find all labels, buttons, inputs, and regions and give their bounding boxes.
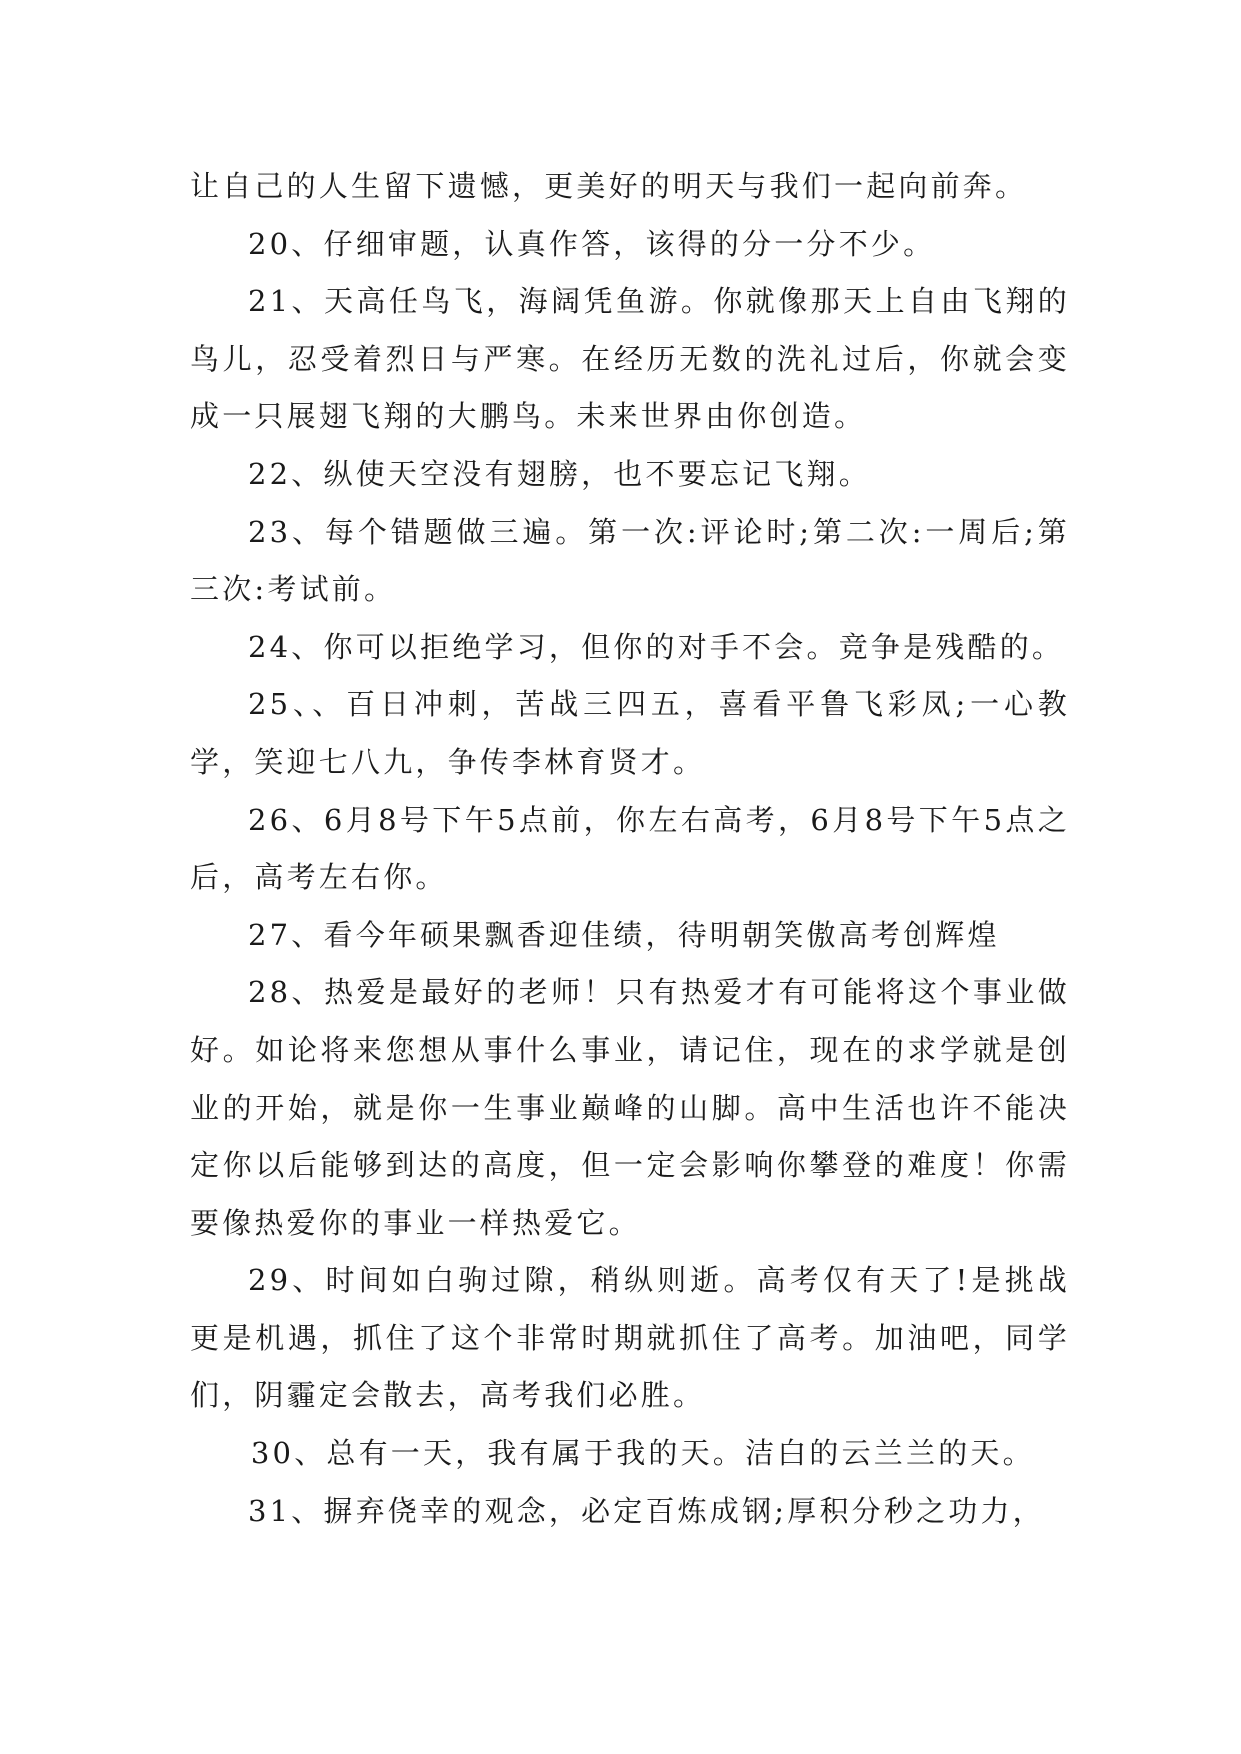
paragraph-21: 21、天高任鸟飞，海阔凭鱼游。你就像那天上自由飞翔的鸟儿，忍受着烈日与严寒。在经历无数的洗礼过后，你就会变成一只展翅飞翔的大鹏鸟。未来世界由你创造。 <box>190 284 1070 434</box>
paragraph-25: 25、、百日冲刺，苦战三四五，喜看平鲁飞彩凤;一心教学，笑迎七八九，争传李林育贤才。 <box>190 687 1070 779</box>
paragraph-23: 23、每个错题做三遍。第一次:评论时;第二次:一周后;第三次:考试前。 <box>190 514 1070 607</box>
paragraph-continuation: 让自己的人生留下遗憾，更美好的明天与我们一起向前奔。 <box>190 169 1028 203</box>
paragraph-29: 29、时间如白驹过隙，稍纵则逝。高考仅有天了!是挑战更是机遇，抓住了这个非常时期就抓住了高考。加油吧，同学们，阴霾定会散去，高考我们必胜。 <box>190 1263 1070 1413</box>
paragraph-22: 22、纵使天空没有翅膀，也不要忘记飞翔。 <box>248 456 871 491</box>
paragraph-27: 27、看今年硕果飘香迎佳绩，待明朝笑傲高考创辉煌 <box>248 917 1000 952</box>
document-body <box>190 158 1070 1540</box>
paragraph-24: 24、你可以拒绝学习，但你的对手不会。竞争是残酷的。 <box>248 629 1065 664</box>
paragraph-26: 26、6月8号下午5点前，你左右高考，6月8号下午5点之后，高考左右你。 <box>190 802 1070 895</box>
paragraph-31: 31、摒弃侥幸的观念，必定百炼成钢;厚积分秒之功力， <box>248 1493 1045 1528</box>
paragraph-28: 28、热爱是最好的老师！只有热爱才有可能将这个事业做好。如论将来您想从事什么事业，请记住，现在的求学就是创业的开始，就是你一生事业巅峰的山脚。高中生活也许不能决定你以后能够到达的高度，但一定会影响你攀登的难度！你需要像热爱你的事业一样热爱它。 <box>190 975 1070 1240</box>
paragraph-20: 20、仔细审题，认真作答，该得的分一分不少。 <box>248 226 936 261</box>
paragraph-30: 30、总有一天，我有属于我的天。洁白的云兰兰的天。 <box>250 1436 1035 1471</box>
